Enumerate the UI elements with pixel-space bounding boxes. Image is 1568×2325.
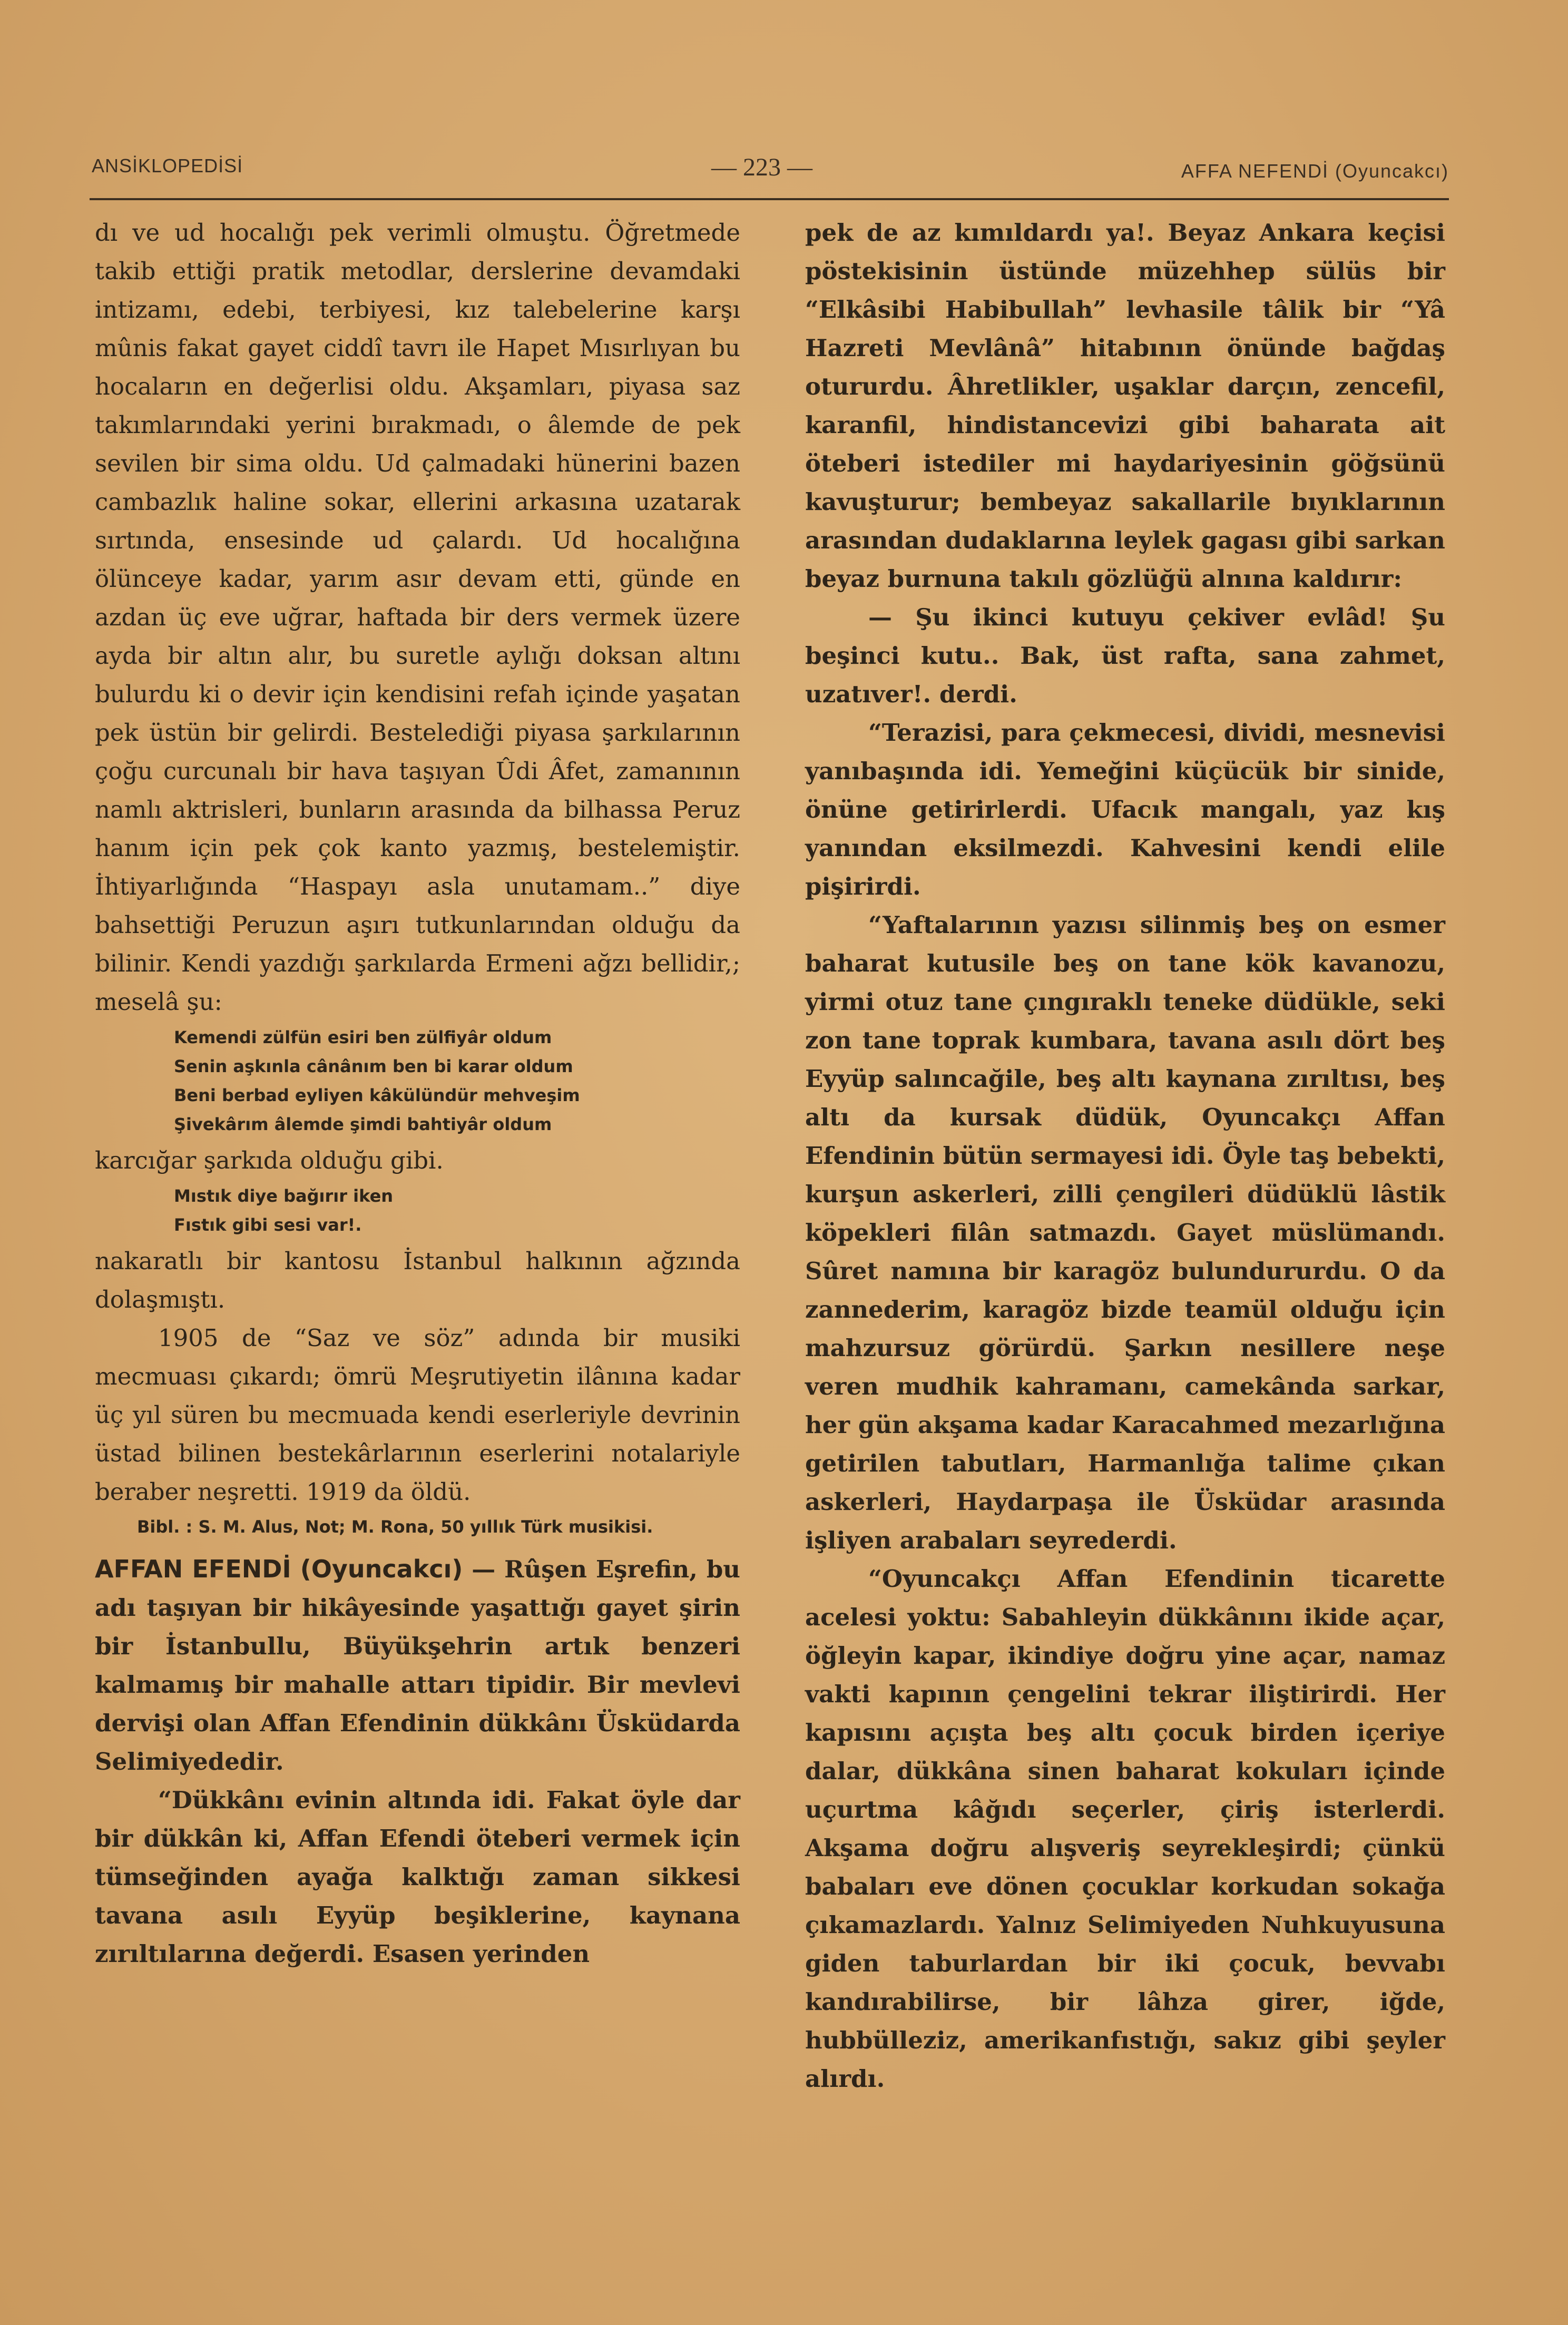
paragraph: “Oyuncakçı Affan Efendinin ticarette acelesi yoktu: Sabahleyin dükkânını ikide açar, öğleyin kapar, ikindiye doğru yine açar, namaz vakti kapının çengelini tekrar iliştirirdi. Her kapısını açışta beş altı çocuk birden içeriye dalar, dükkâna sinen baharat kokuları içinde uçurtma kâğıdı seçerler, çiriş isterlerdi. Akşama doğru alışveriş seyrekleşirdi; çünkü babaları eve dönen çocuklar korkudan sokağa çıkamazlardı. Yalnız Selimiyeden Nuhkuyusuna giden taburlardan bir iki çocuk, bevvabı kandırabilirse, bir lâhza girer, iğde, hubbülleziz, amerikanfıstığı, sakız gibi şeyler alırdı.: [805, 1565, 1445, 2093]
verse-line: Fıstık gibi sesi var!.: [174, 1215, 362, 1235]
paragraph: nakaratlı bir kantosu İstanbul halkının ağzında dolaşmıştı.: [95, 1247, 740, 1313]
page-number: — 223 —: [711, 153, 812, 181]
verse-line: Şivekârım âlemde şimdi bahtiyâr oldum: [174, 1114, 552, 1134]
entry-title: AFFAN EFENDİ (Oyuncakcı): [95, 1555, 463, 1583]
paragraph: “Yaftalarının yazısı silinmiş beş on esmer baharat kutusile beş on tane kök kavanozu, yirmi otuz tane çıngıraklı teneke düdükle, seki zon tane toprak kumbara, tavana asılı dört beş Eyyüp salıncağile, beş altı kaynana zırıltısı, beş altı da kursak düdük, Oyuncakçı Affan Efendinin bütün sermayesi idi. Öyle taş bebekti, kurşun askerleri, zilli çengileri düdüklü lâstik köpekleri filân satmazdı. Gayet müslümandı. Sûret namına bir karagöz bulundururdu. O da zannederim, karagöz bizde teamül olduğu için mahzursuz görürdü. Şarkın nesillere neşe veren mudhik kahramanı, camekânda sarkar, her gün akşama kadar Karacahmed mezarlığına getirilen tabutları, Harmanlığa talime çıkan askerleri, Haydarpaşa ile Üsküdar arasında işliyen arabaları seyrederdi.: [805, 911, 1445, 1554]
entry-text: — Rûşen Eşrefin, bu adı taşıyan bir hikâyesinde yaşattığı gayet şirin bir İstanbullu, Büyükşehrin artık benzeri kalmamış bir mahalle attarı tipidir. Bir mevlevi dervişi olan Affan Efendinin dükkânı Üsküdarda Selimiyededir.: [95, 1555, 741, 1775]
header-rule: [90, 198, 1449, 200]
paragraph: pek de az kımıldardı ya!. Beyaz Ankara keçisi pöstekisinin üstünde müzehhep sülüs bir “Elkâsibi Habibullah” levhasile tâlik bir “Yâ Hazreti Mevlânâ” hitabının önünde bağdaş otururdu. Âhretlikler, uşaklar darçın, zencefil, karanfil, hindistancevizi gibi baharata ait öteberi istediler mi haydariyesinin göğsünü kavuşturur; bembeyaz sakallarile bıyıklarının arasından dudaklarına leylek gagası gibi sarkan beyaz burnuna takılı gözlüğü alnına kaldırır:: [805, 219, 1445, 593]
verse-line: Beni berbad eyliyen kâkülündür mehveşim: [174, 1085, 580, 1105]
paragraph: “Terazisi, para çekmecesi, dividi, mesnevisi yanıbaşında idi. Yemeğini küçücük bir sinide, önüne getirirlerdi. Ufacık mangalı, yaz kış yanından eksilmezdi. Kahvesini kendi elile pişirirdi.: [805, 719, 1445, 900]
verse-line: Kemendi zülfün esiri ben zülfiyâr oldum: [174, 1027, 552, 1047]
verse-block: [174, 1023, 740, 1139]
verse-line: Senin aşkınla cânânım ben bi karar oldum: [174, 1056, 573, 1076]
left-column: [95, 213, 740, 1973]
paragraph: dı ve ud hocalığı pek verimli olmuştu. Öğretmede takib ettiği pratik metodlar, derslerine devamdaki intizamı, edebi, terbiyesi, kız talebelerine karşı mûnis fakat gayet ciddî tavrı ile Hapet Mısırlıyan bu hocaların en değerlisi oldu. Akşamları, piyasa saz takımlarındaki yerini bırakmadı, o âlemde de pek sevilen bir sima oldu. Ud çalmadaki hünerini bazen cambazlık haline sokar, ellerini arkasına uzatarak sırtında, ensesinde ud çalardı. Ud hocalığına ölünceye kadar, yarım asır devam etti, günde en azdan üç eve uğrar, haftada bir ders vermek üzere ayda bir altın alır, bu suretle aylığı doksan altını bulurdu ki o devir için kendisini refah içinde yaşatan pek üstün bir gelirdi. Bestelediği piyasa şarkılarının çoğu curcunalı bir hava taşıyan Ûdi Âfet, zamanının namlı aktrisleri, bunların arasında da bilhassa Peruz hanım için pek çok kanto yazmış, bestelemiştir. İhtiyarlığında “Haspayı asla unutamam..” diye bahsettiği Peruzun aşırı tutkunlarından olduğu da bilinir. Kendi yazdığı şarkılarda Ermeni ağzı bellidir,; meselâ şu:: [95, 219, 740, 1016]
header-entry-name: AFFA NEFENDİ (Oyuncakcı): [1181, 160, 1449, 182]
verse-block: [174, 1182, 740, 1240]
paragraph: 1905 de “Saz ve söz” adında bir musiki mecmuası çıkardı; ömrü Meşrutiyetin ilânına kadar üç yıl süren bu mecmuada kendi eserleriyle devrinin üstad bilinen bestekârlarının eserlerini notalariyle beraber neşretti. 1919 da öldü.: [95, 1324, 740, 1506]
verse-line: Mıstık diye bağırır iken: [174, 1186, 394, 1206]
right-column: [805, 213, 1445, 2098]
entry-paragraph: [95, 1550, 740, 1781]
header-encyclopedia: ANSİKLOPEDİSİ: [92, 155, 243, 176]
bibliography: Bibl. : S. M. Alus, Not; M. Rona, 50 yıllık Türk musikisi.: [137, 1517, 653, 1537]
paragraph: “Dükkânı evinin altında idi. Fakat öyle dar bir dükkân ki, Affan Efendi öteberi vermek için tümseğinden ayağa kalktığı zaman sikkesi tavana asılı Eyyüp beşiklerine, kaynana zırıltılarına değerdi. Esasen yerinden: [95, 1786, 740, 1968]
paragraph: karcığar şarkıda olduğu gibi.: [95, 1146, 444, 1174]
page-header: [90, 153, 1449, 184]
paragraph: — Şu ikinci kutuyu çekiver evlâd! Şu beşinci kutu.. Bak, üst rafta, sana zahmet, uzatıver!. derdi.: [805, 603, 1445, 708]
